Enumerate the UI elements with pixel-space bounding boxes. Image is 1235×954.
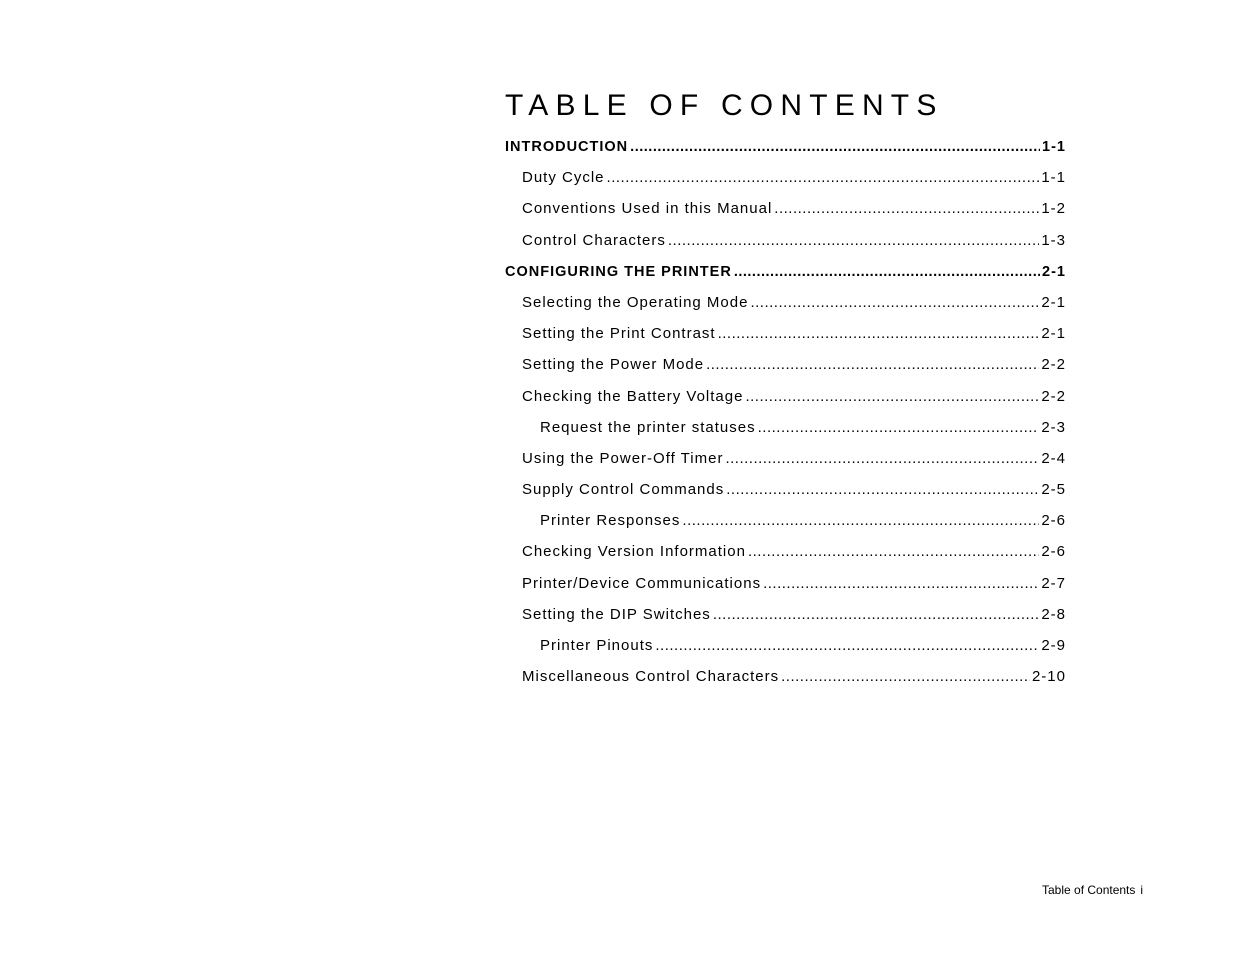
dot-leader	[774, 197, 1039, 221]
toc-entry-label: Setting the Power Mode	[522, 356, 705, 374]
toc-entry[interactable]	[505, 385, 1066, 416]
dot-leader	[726, 478, 1039, 502]
toc-entry-label: Request the printer statuses	[540, 418, 756, 436]
toc-entry-label: CONFIGURING THE PRINTER	[505, 263, 732, 280]
toc-entry-page: 2-1	[1041, 293, 1066, 311]
toc-entry[interactable]	[505, 603, 1066, 634]
toc-entry-label: Printer Pinouts	[540, 637, 654, 654]
toc-entry[interactable]	[505, 166, 1066, 197]
toc-entry[interactable]	[505, 197, 1066, 228]
dot-leader	[655, 634, 1039, 658]
toc-entry[interactable]	[505, 478, 1066, 509]
toc-entry-page: 2-7	[1041, 574, 1066, 592]
dot-leader	[763, 572, 1039, 596]
toc-entry-page: 1-1	[1041, 169, 1066, 187]
toc-entry-label: Miscellaneous Control Characters	[522, 668, 780, 686]
dot-leader	[781, 665, 1030, 689]
toc-entry-page: 2-8	[1041, 605, 1066, 623]
toc-entry-page: 2-9	[1041, 637, 1066, 654]
toc-entry-page: 2-1	[1042, 263, 1066, 280]
dot-leader	[706, 353, 1039, 377]
dot-leader	[668, 229, 1039, 253]
toc-entry-page: 2-6	[1041, 512, 1066, 530]
toc-entry[interactable]	[505, 353, 1066, 384]
toc-entry-label: Control Characters	[522, 231, 666, 249]
footer-text: Table of Contents	[1042, 883, 1136, 897]
toc-entry-page: 2-2	[1041, 356, 1066, 374]
toc-entry-page: 2-4	[1041, 449, 1066, 467]
toc-entry-label: Checking Version Information	[522, 543, 746, 561]
toc-entry[interactable]	[505, 260, 1066, 291]
toc-entry-page: 2-1	[1041, 325, 1066, 343]
toc-entry-page: 1-3	[1041, 231, 1066, 249]
toc-entry-label: Duty Cycle	[522, 169, 605, 187]
dot-leader	[718, 322, 1040, 346]
toc-entry-label: Using the Power-Off Timer	[522, 449, 724, 467]
dot-leader	[725, 447, 1039, 471]
toc-entry-label: Printer/Device Communications	[522, 574, 762, 592]
toc-entry[interactable]	[505, 229, 1066, 260]
dot-leader	[630, 135, 1040, 159]
page-footer	[1042, 882, 1143, 898]
toc-entry-page: 2-2	[1041, 387, 1066, 405]
toc-entry[interactable]	[505, 322, 1066, 353]
toc-entry-page: 2-6	[1041, 543, 1066, 561]
dot-leader	[758, 416, 1040, 440]
toc-entry-label: Selecting the Operating Mode	[522, 293, 749, 311]
toc-entry[interactable]	[505, 634, 1066, 665]
toc-list	[505, 135, 1066, 696]
dot-leader	[607, 166, 1040, 190]
dot-leader	[750, 291, 1039, 315]
toc-entry[interactable]	[505, 540, 1066, 571]
toc-entry[interactable]	[505, 509, 1066, 540]
toc-entry[interactable]	[505, 572, 1066, 603]
page-title: TABLE OF CONTENTS	[505, 89, 944, 122]
toc-entry-page: 2-10	[1031, 668, 1066, 686]
dot-leader	[748, 540, 1039, 564]
toc-entry-page: 2-3	[1041, 418, 1066, 436]
toc-entry[interactable]	[505, 291, 1066, 322]
toc-entry-page: 1-2	[1041, 200, 1066, 218]
toc-entry-page: 1-1	[1042, 139, 1066, 155]
toc-entry-label: Setting the DIP Switches	[522, 605, 711, 623]
dot-leader	[734, 260, 1040, 284]
footer-page-number: i	[1140, 883, 1144, 897]
toc-entry-label: INTRODUCTION	[505, 139, 629, 155]
toc-entry[interactable]	[505, 416, 1066, 447]
dot-leader	[745, 385, 1039, 409]
dot-leader	[682, 509, 1039, 533]
dot-leader	[713, 603, 1040, 627]
toc-entry-page: 2-5	[1041, 481, 1066, 499]
toc-entry[interactable]	[505, 135, 1066, 166]
toc-entry-label: Setting the Print Contrast	[522, 325, 716, 343]
toc-entry-label: Checking the Battery Voltage	[522, 387, 744, 405]
toc-entry-label: Conventions Used in this Manual	[522, 200, 773, 218]
toc-entry[interactable]	[505, 447, 1066, 478]
toc-entry[interactable]	[505, 665, 1066, 696]
toc-entry-label: Printer Responses	[540, 512, 681, 530]
toc-entry-label: Supply Control Commands	[522, 481, 725, 499]
